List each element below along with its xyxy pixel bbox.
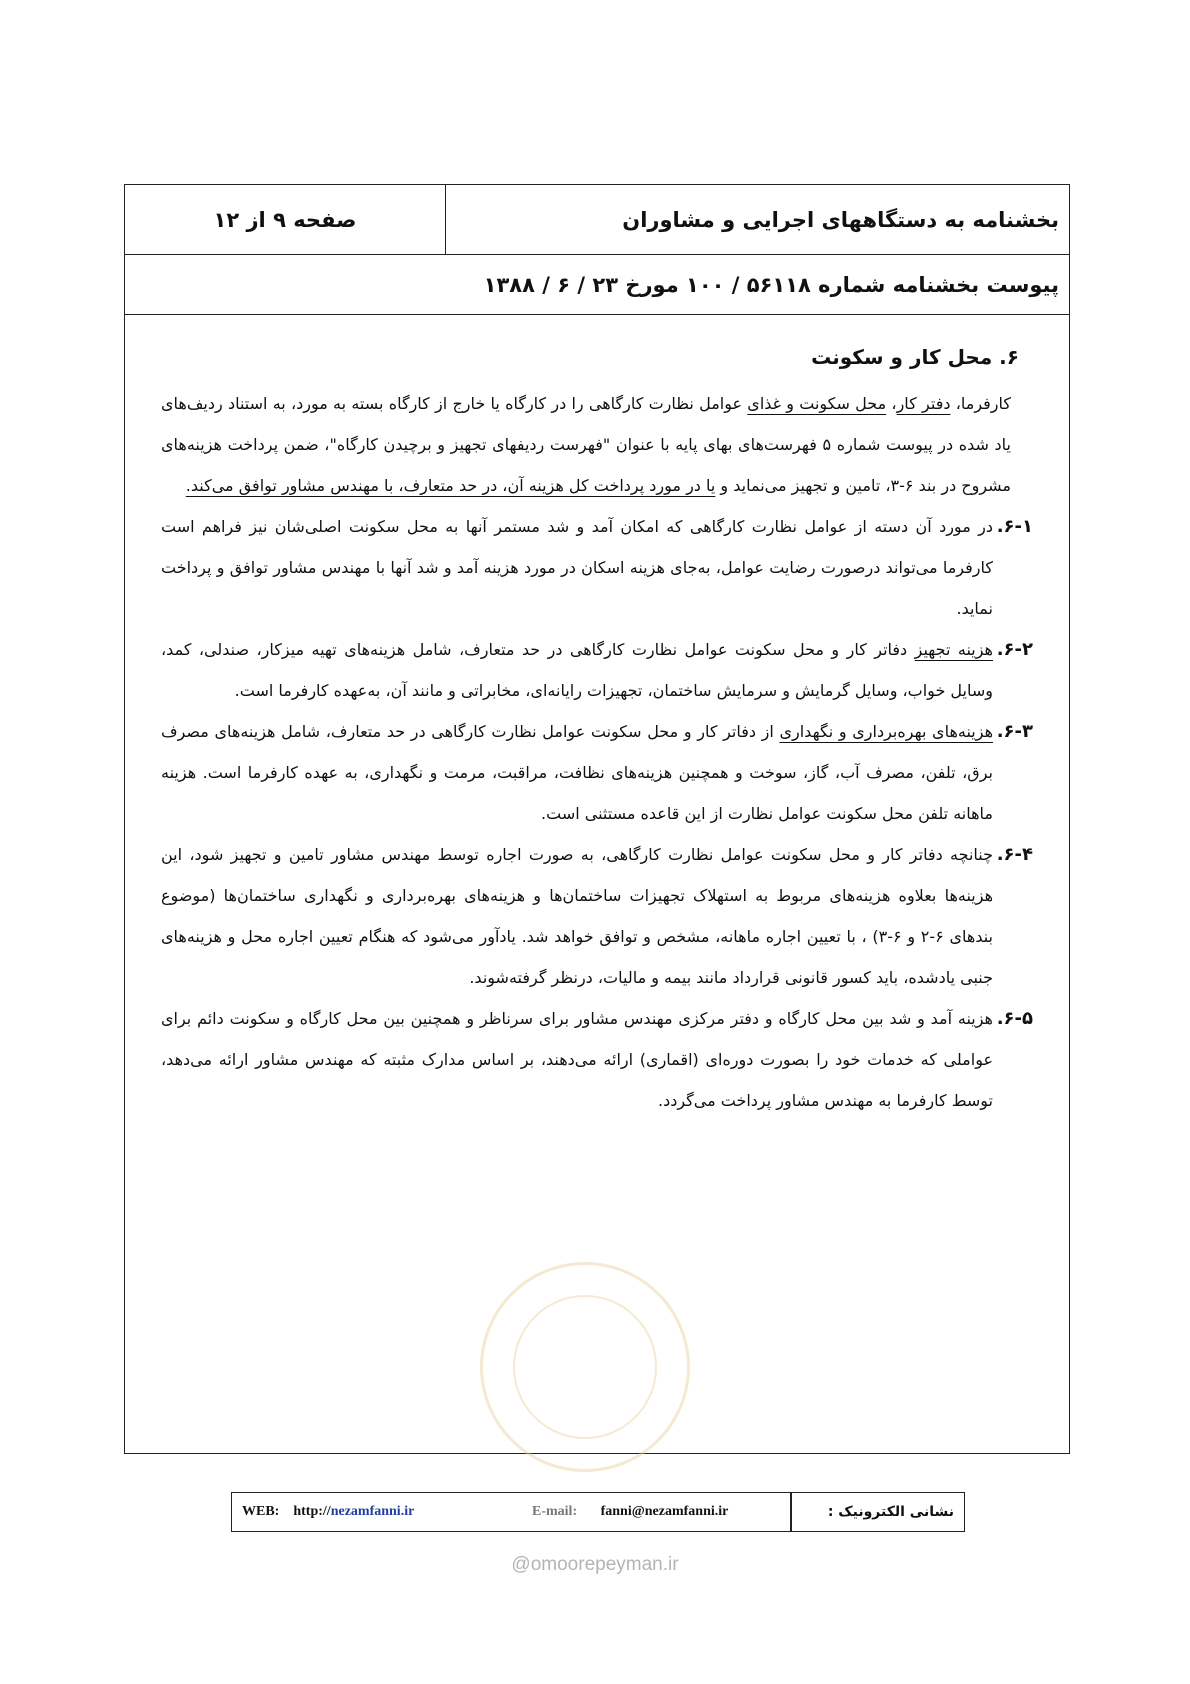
address-label: نشانی الکترونیک : [827, 1504, 954, 1520]
page-number: صفحه ۹ از ۱۲ [213, 208, 357, 232]
document-body [161, 345, 1033, 1121]
intro-text-2: ، [886, 394, 897, 413]
section-intro [161, 383, 1033, 506]
clause-text: از دفاتر کار و محل سکونت عوامل نظارت کارگاهی در حد متعارف، شامل هزینه‌های مصرف برق، تلفن، مصرف آب، گاز، سوخت و همچنین هزینه‌های نظافت، مراقبت، مرمت و نگهداری، به عهده کارفرما است. هزینه ماهانه تلفن محل سکونت عوامل نظارت از این قاعده مستثنی است. [161, 722, 993, 823]
footer-divider [790, 1493, 792, 1531]
seal-inner-ring [513, 1295, 657, 1439]
intro-underline-3: یا در مورد پرداخت کل هزینه آن، در حد متعارف، با مهندس مشاور توافق می‌کند. [185, 476, 716, 495]
clause-text: در مورد آن دسته از عوامل نظارت کارگاهی که امکان آمد و شد مستمر آنها به محل سکونت اصلی‌شان نیز فراهم است کارفرما می‌تواند درصورت رضایت عوامل، به‌جای هزینه اسکان در مورد هزینه آمد و شد آنها با مهندس مشاور توافق و پرداخت نماید. [161, 517, 993, 618]
header-row [125, 185, 1069, 255]
email-label: E-mail: [532, 1504, 578, 1519]
clause-text: دفاتر کار و محل سکونت عوامل نظارت کارگاهی در حد متعارف، شامل هزینه‌های تهیه میزکار، صندلی، کمد، وسایل خواب، وسایل گرمایش و سرمایش ساختمان، تجهیزات رایانه‌ای، مخابراتی و مانند آن، به‌عهده کارفرما است. [161, 640, 993, 700]
clause-6-5 [161, 998, 1033, 1121]
site-watermark: @omoorepeyman.ir [511, 1554, 679, 1575]
intro-text-3: عوامل نظارت کارگاهی را در کارگاه یا خارج از کارگاه بسته به مورد، به استناد ردیف‌های یاد شده در پیوست شماره ۵ فهرست‌های بهای پایه با عنوان "فهرست ردیفهای تجهیز و برچیدن کارگاه"، ضمن پرداخت هزینه‌های مشروح در بند ۶-۳، تامین و تجهیز می‌نماید و [161, 394, 1011, 495]
clause-6-1 [161, 506, 1033, 629]
web-link-domain[interactable]: nezamfanni.ir [330, 1504, 415, 1519]
clause-underline: هزینه تجهیز [914, 640, 993, 659]
section-title: ۶. محل کار و سکونت [811, 345, 1019, 369]
clause-6-2 [161, 629, 1033, 711]
intro-text-1: کارفرما، [950, 394, 1012, 413]
footer-web [242, 1493, 414, 1531]
header-title: بخشنامه به دستگاههای اجرایی و مشاوران [445, 185, 1069, 255]
clause-6-4 [161, 834, 1033, 998]
clause-number: ۶-۵. [996, 1008, 1033, 1029]
clause-text: هزینه آمد و شد بین محل کارگاه و دفتر مرکزی مهندس مشاور برای سرناظر و همچنین بین محل کارگاه و سکونت دائم برای عواملی که خدمات خود را بصورت دوره‌ای (اقماری) ارائه می‌دهند، بر اساس مدارک مثبته که مهندس مشاور ارائه می‌دهد، توسط کارفرما به مهندس مشاور پرداخت می‌گردد. [161, 1009, 993, 1110]
footer-email [532, 1493, 728, 1531]
footer-contact [231, 1492, 965, 1532]
web-link[interactable]: http://nezamfanni.ir [293, 1504, 415, 1519]
clause-number: ۶-۲. [996, 639, 1033, 660]
email-link[interactable]: fanni@nezamfanni.ir [600, 1504, 729, 1519]
clause-number: ۶-۴. [996, 844, 1033, 865]
clause-number: ۶-۱. [996, 516, 1033, 537]
seal-watermark-icon [480, 1262, 690, 1472]
intro-underline-1: دفتر کار [896, 394, 951, 413]
intro-underline-2: محل سکونت و غذای [747, 394, 887, 413]
web-label: WEB: [242, 1504, 280, 1519]
clause-number: ۶-۳. [996, 721, 1033, 742]
clause-underline: هزینه‌های بهره‌برداری و نگهداری [779, 722, 994, 741]
clause-text: چنانچه دفاتر کار و محل سکونت عوامل نظارت کارگاهی، به صورت اجاره توسط مهندس مشاور تامین و تجهیز شود، این هزینه‌ها بعلاوه هزینه‌های مربوط به استهلاک تجهیزات ساختمان‌ها و هزینه‌های بهره‌برداری و نگهداری ساختمان‌ها (موضوع بندهای ۶-۲ و ۶-۳) ، با تعیین اجاره ماهانه، مشخص و توافق خواهد شد. یادآور می‌شود که هنگام تعیین اجاره محل و هزینه‌های جنبی یادشده، باید کسور قانونی قرارداد مانند بیمه و مالیات، درنظر گرفته‌شوند. [161, 845, 993, 987]
header-subtitle: پیوست بخشنامه شماره ۵۶۱۱۸ / ۱۰۰ مورخ ۲۳ / ۶ / ۱۳۸۸ [125, 255, 1069, 315]
clause-6-3 [161, 711, 1033, 834]
